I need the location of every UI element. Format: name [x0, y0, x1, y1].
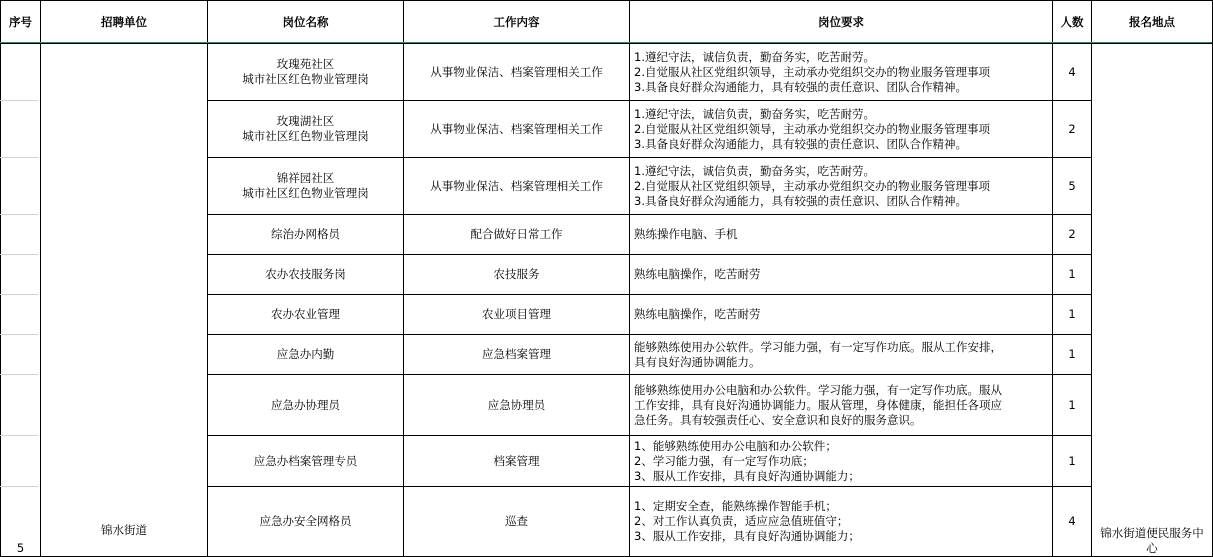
- unit-cell[interactable]: 锦水街道: [41, 44, 208, 557]
- count-cell[interactable]: 5: [1053, 158, 1092, 215]
- requirements-cell[interactable]: [630, 295, 1053, 335]
- gridline: [0, 486, 38, 487]
- gridline: [0, 334, 38, 335]
- seq-cell[interactable]: 5: [1, 44, 41, 557]
- content-cell[interactable]: 从事物业保洁、档案管理相关工作: [404, 44, 630, 101]
- requirements-cell[interactable]: [630, 101, 1053, 158]
- content-cell[interactable]: 巡查: [404, 487, 630, 557]
- header-count[interactable]: 人数: [1053, 1, 1092, 44]
- table-row: [1, 44, 1213, 101]
- content-cell[interactable]: 农业项目管理: [404, 295, 630, 335]
- requirement-line: 工作安排，具有良好沟通协调能力。服从管理，身体健康，能担任各项应: [634, 397, 1002, 412]
- position-line: 应急办协理员: [271, 397, 340, 412]
- requirements-cell[interactable]: [630, 158, 1053, 215]
- position-cell[interactable]: [208, 215, 404, 255]
- requirement-line: 能够熟练使用办公电脑和办公软件。学习能力强，有一定写作功底。服从: [634, 382, 1002, 397]
- header-location[interactable]: 报名地点: [1092, 1, 1213, 44]
- requirement-line: 熟练电脑操作，吃苦耐劳: [634, 267, 761, 281]
- position-cell[interactable]: [208, 295, 404, 335]
- requirement-line: 2.自觉服从社区党组织领导，主动承办党组织交办的物业服务管理事项: [634, 121, 990, 136]
- requirement-line: 1、能够熟练使用办公电脑和办公软件；: [634, 438, 837, 453]
- requirement-line: 具有良好沟通协调能力。: [634, 354, 761, 369]
- requirement-line: 1.遵纪守法，诚信负责，勤奋务实，吃苦耐劳。: [634, 106, 875, 121]
- count-cell[interactable]: 1: [1053, 375, 1092, 436]
- requirements-cell[interactable]: [630, 335, 1053, 375]
- content-cell[interactable]: 农技服务: [404, 255, 630, 295]
- gridline: [0, 214, 38, 215]
- position-line: 城市社区红色物业管理岗: [242, 186, 369, 200]
- requirements-cell[interactable]: [630, 436, 1053, 487]
- requirement-line: 3、服从工作安排，具有良好沟通协调能力；: [634, 468, 860, 483]
- content-cell[interactable]: 从事物业保洁、档案管理相关工作: [404, 158, 630, 215]
- position-line: 城市社区红色物业管理岗: [242, 72, 369, 86]
- count-cell[interactable]: 4: [1053, 487, 1092, 557]
- gridline: [0, 100, 38, 101]
- header-unit[interactable]: 招聘单位: [41, 1, 208, 44]
- content-cell[interactable]: 应急协理员: [404, 375, 630, 436]
- requirement-line: 1.遵纪守法，诚信负责，勤奋务实，吃苦耐劳。: [634, 163, 875, 178]
- header-requirements[interactable]: 岗位要求: [630, 1, 1053, 44]
- position-cell[interactable]: [208, 436, 404, 487]
- requirement-line: 能够熟练使用办公软件。学习能力强，有一定写作功底。服从工作安排，: [634, 339, 1002, 354]
- content-cell[interactable]: 配合做好日常工作: [404, 215, 630, 255]
- count-cell[interactable]: 1: [1053, 255, 1092, 295]
- requirements-cell[interactable]: [630, 215, 1053, 255]
- count-cell[interactable]: 1: [1053, 436, 1092, 487]
- position-line: 城市社区红色物业管理岗: [242, 129, 369, 143]
- position-cell[interactable]: [208, 255, 404, 295]
- requirements-cell[interactable]: [630, 255, 1053, 295]
- selection-border: [0, 42, 1212, 43]
- position-cell[interactable]: [208, 44, 404, 101]
- position-cell[interactable]: [208, 158, 404, 215]
- position-cell[interactable]: [208, 375, 404, 436]
- requirements-cell[interactable]: [630, 487, 1053, 557]
- requirement-line: 3、服从工作安排，具有良好沟通协调能力；: [634, 529, 860, 543]
- header-seq[interactable]: 序号: [1, 1, 41, 44]
- requirements-cell[interactable]: [630, 44, 1053, 101]
- requirement-line: 3.具备良好群众沟通能力，具有较强的责任意识、团队合作精神。: [634, 79, 967, 94]
- requirement-line: 熟练操作电脑、手机: [634, 227, 738, 241]
- requirement-line: 3.具备良好群众沟通能力，具有较强的责任意识、团队合作精神。: [634, 136, 967, 151]
- gridline: [0, 374, 38, 375]
- requirement-line: 3.具备良好群众沟通能力，具有较强的责任意识、团队合作精神。: [634, 193, 967, 208]
- requirements-cell[interactable]: [630, 375, 1053, 436]
- location-cell[interactable]: 锦水街道便民服务中心: [1092, 44, 1213, 557]
- position-line: 锦祥园社区: [276, 171, 335, 185]
- position-line: 综治办网格员: [271, 227, 340, 241]
- position-line: 应急办内勤: [276, 347, 335, 361]
- header-content[interactable]: 工作内容: [404, 1, 630, 44]
- count-cell[interactable]: 1: [1053, 335, 1092, 375]
- content-cell[interactable]: 应急档案管理: [404, 335, 630, 375]
- header-row: [1, 1, 1213, 44]
- requirement-line: 1、定期安全查，能熟练操作智能手机；: [634, 499, 837, 513]
- position-line: 农办农业管理: [271, 307, 340, 321]
- gridline: [0, 294, 38, 295]
- count-cell[interactable]: 4: [1053, 44, 1092, 101]
- gridline: [0, 157, 38, 158]
- requirement-line: 2、对工作认真负责，适应应急值班值守；: [634, 514, 849, 528]
- count-cell[interactable]: 1: [1053, 295, 1092, 335]
- position-line: 应急办安全网格员: [259, 514, 352, 528]
- position-cell[interactable]: [208, 487, 404, 557]
- position-line: 玫瑰苑社区: [276, 57, 335, 71]
- count-cell[interactable]: 2: [1053, 101, 1092, 158]
- position-line: 农办农技服务岗: [265, 267, 346, 281]
- content-cell[interactable]: 档案管理: [404, 436, 630, 487]
- gridline: [0, 435, 38, 436]
- position-line: 应急办档案管理专员: [253, 453, 358, 468]
- requirement-line: 1.遵纪守法，诚信负责，勤奋务实，吃苦耐劳。: [634, 49, 875, 64]
- position-cell[interactable]: [208, 335, 404, 375]
- requirement-line: 熟练电脑操作，吃苦耐劳: [634, 307, 761, 321]
- position-line: 玫瑰湖社区: [276, 114, 335, 128]
- requirement-line: 2.自觉服从社区党组织领导，主动承办党组织交办的物业服务管理事项: [634, 64, 990, 79]
- position-cell[interactable]: [208, 101, 404, 158]
- requirement-line: 2、学习能力强，有一定写作功底；: [634, 453, 814, 468]
- content-cell[interactable]: 从事物业保洁、档案管理相关工作: [404, 101, 630, 158]
- requirement-line: 2.自觉服从社区党组织领导，主动承办党组织交办的物业服务管理事项: [634, 178, 990, 193]
- requirement-line: 急任务。具有较强责任心、安全意识和良好的服务意识。: [634, 412, 922, 427]
- gridline: [0, 254, 38, 255]
- header-position[interactable]: 岗位名称: [208, 1, 404, 44]
- count-cell[interactable]: 2: [1053, 215, 1092, 255]
